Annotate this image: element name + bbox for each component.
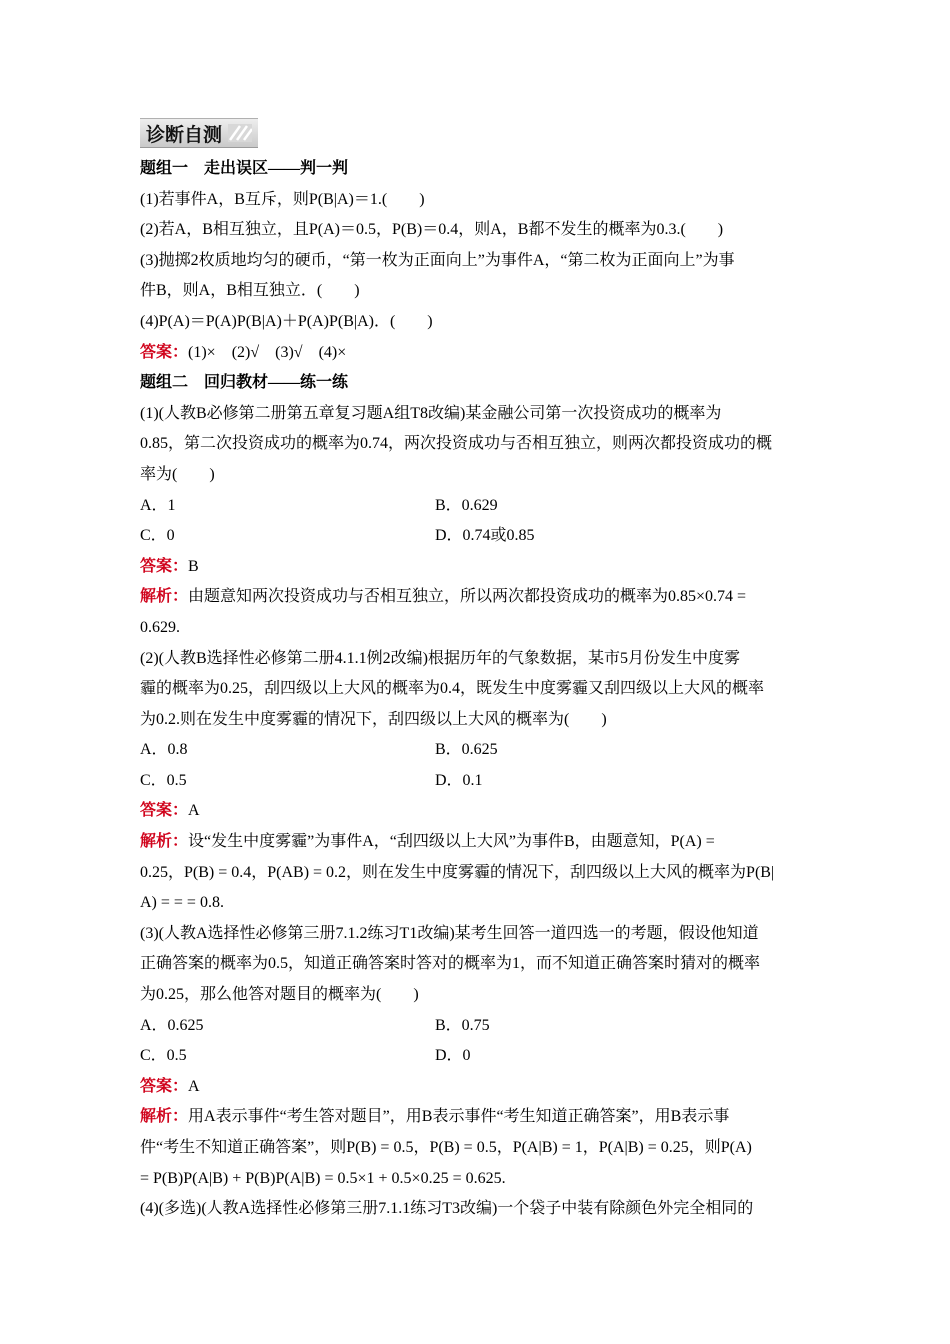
p1-option-a: A．1 bbox=[140, 496, 176, 514]
p2-line2: 霾的概率为0.25，刮四级以上大风的概率为0.4，既发生中度雾霾又刮四级以上大风的概率 bbox=[140, 680, 765, 698]
p3-line3: 为0.25，那么他答对题目的概率为( ) bbox=[140, 986, 419, 1004]
p1-line2: 0.85，第二次投资成功的概率为0.74，两次投资成功与否相互独立，则两次都投资成功的概 bbox=[140, 435, 773, 453]
group1-title: 题组一 走出误区——判一判 bbox=[140, 160, 349, 177]
p1-line3: 率为( ) bbox=[140, 465, 215, 483]
p2-option-d: D．0.1 bbox=[435, 771, 483, 789]
header-banner bbox=[140, 118, 258, 148]
p3-option-d: D．0 bbox=[435, 1047, 471, 1065]
answer-text: (1)× (2)√ (3)√ (4)× bbox=[188, 343, 347, 361]
answer-value: A bbox=[188, 802, 200, 820]
p1-options-row1 bbox=[140, 491, 810, 522]
analysis-label: 解析： bbox=[140, 588, 189, 606]
p2-options-row2 bbox=[140, 766, 810, 797]
p2-option-b: B．0.625 bbox=[435, 741, 498, 759]
analysis-text: 用A表示事件“考生答对题目”，用B表示事件“考生知道正确答案”，用B表示事 bbox=[188, 1108, 730, 1126]
answer-value: B bbox=[188, 557, 199, 575]
p1-answer bbox=[140, 552, 810, 583]
group1-q2: (2)若A，B相互独立，且P(A)＝0.5，P(B)＝0.4，则A，B都不发生的概率为0.3.( ) bbox=[140, 221, 724, 239]
p1-line1: (1)(人教B必修第二册第五章复习题A组T8改编)某金融公司第一次投资成功的概率为 bbox=[140, 404, 722, 422]
group1-q3-line2: 件B，则A，B相互独立．( ) bbox=[140, 282, 360, 300]
p3-option-a: A．0.625 bbox=[140, 1016, 204, 1034]
analysis-label: 解析： bbox=[140, 1108, 189, 1126]
diagonal-stripes-icon bbox=[228, 124, 252, 142]
p3-analysis-line2: 件“考生不知道正确答案”，则P(B) = 0.5，P(B) = 0.5，P(A|B) = 1，P(A|B) = 0.25，则P(A) bbox=[140, 1139, 752, 1156]
p2-line3: 为0.2.则在发生中度雾霾的情况下，刮四级以上大风的概率为( ) bbox=[140, 710, 607, 728]
group1-q3-line1: (3)抛掷2枚质地均匀的硬币，“第一枚为正面向上”为事件A，“第二枚为正面向上”为事 bbox=[140, 251, 735, 269]
p3-line2: 正确答案的概率为0.5，知道正确答案时答对的概率为1，而不知道正确答案时猜对的概率 bbox=[140, 955, 761, 973]
answer-label: 答案： bbox=[140, 343, 189, 361]
answer-value: A bbox=[188, 1077, 200, 1095]
p2-option-c: C．0.5 bbox=[140, 771, 187, 789]
p3-answer bbox=[140, 1072, 810, 1103]
answer-label: 答案： bbox=[140, 802, 189, 820]
p1-option-b: B．0.629 bbox=[435, 496, 498, 514]
p3-options-row2 bbox=[140, 1041, 810, 1072]
p2-analysis-line2: 0.25，P(B) = 0.4，P(AB) = 0.2，则在发生中度雾霾的情况下，刮四级以上大风的概率为P(B| bbox=[140, 863, 775, 881]
p3-option-b: B．0.75 bbox=[435, 1016, 490, 1034]
group2-title: 题组二 回归教材——练一练 bbox=[140, 374, 349, 392]
p2-options-row1 bbox=[140, 735, 810, 766]
p1-options-row2 bbox=[140, 521, 810, 552]
document-body bbox=[140, 118, 810, 1225]
p1-analysis-line1 bbox=[140, 582, 810, 613]
answer-label: 答案： bbox=[140, 557, 189, 575]
p1-option-c: C．0 bbox=[140, 527, 175, 545]
group1-q4: (4)P(A)＝P(A)P(B|A)＋P(A)P(B|A)．( ) bbox=[140, 312, 433, 330]
p2-answer bbox=[140, 796, 810, 827]
p1-analysis-line2: 0.629. bbox=[140, 618, 180, 636]
p4-line1: (4)(多选)(人教A选择性必修第三册7.1.1练习T3改编)一个袋子中装有除颜色外完全相同的 bbox=[140, 1200, 754, 1218]
p3-line1: (3)(人教A选择性必修第三册7.1.2练习T1改编)某考生回答一道四选一的考题，假设他知道 bbox=[140, 924, 759, 942]
p2-option-a: A．0.8 bbox=[140, 741, 188, 759]
p2-analysis-line1 bbox=[140, 827, 810, 858]
header-title: 诊断自测 bbox=[146, 123, 223, 146]
p3-options-row1 bbox=[140, 1011, 810, 1042]
p3-analysis-line3: = P(B)P(A|B) + P(B)P(A|B) = 0.5×1 + 0.5×0.25 = 0.625. bbox=[140, 1169, 506, 1187]
p3-option-c: C．0.5 bbox=[140, 1047, 187, 1065]
p2-analysis-line3: A) = = = 0.8. bbox=[140, 894, 224, 912]
analysis-text: 设“发生中度雾霾”为事件A，“刮四级以上大风”为事件B，由题意知，P(A) = bbox=[188, 833, 715, 851]
group1-answer bbox=[140, 338, 810, 369]
section-header bbox=[140, 118, 810, 154]
p2-line1: (2)(人教B选择性必修第二册4.1.1例2改编)根据历年的气象数据，某市5月份发生中度雾 bbox=[140, 649, 740, 667]
analysis-text: 由题意知两次投资成功与否相互独立，所以两次都投资成功的概率为0.85×0.74 = bbox=[188, 588, 747, 606]
group1-q1: (1)若事件A，B互斥，则P(B|A)＝1.( ) bbox=[140, 190, 425, 208]
p1-option-d: D．0.74或0.85 bbox=[435, 527, 535, 545]
answer-label: 答案： bbox=[140, 1077, 189, 1095]
p3-analysis-line1 bbox=[140, 1102, 810, 1133]
analysis-label: 解析： bbox=[140, 833, 189, 851]
